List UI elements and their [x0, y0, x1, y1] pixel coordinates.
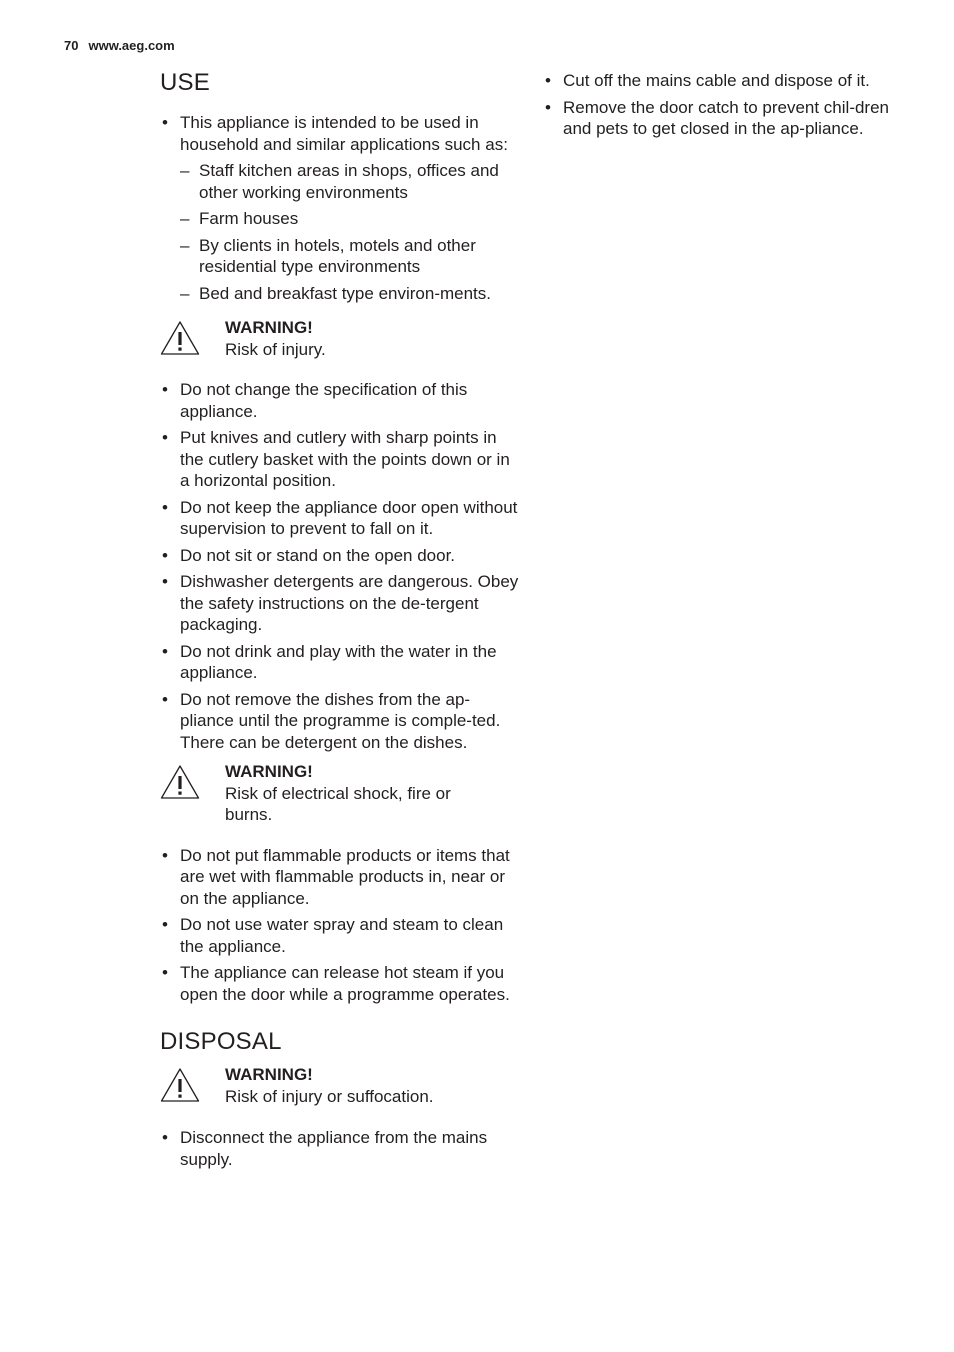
warning-box-electrical — [160, 761, 520, 826]
use-list-2 — [160, 845, 520, 1006]
list-item: • Dishwasher detergents are dangerous. Obey the safety instructions on the de-tergent packaging. — [160, 571, 520, 636]
warning-triangle-icon — [160, 1067, 200, 1103]
sub-list-item: – Bed and breakfast type environ-ments. — [180, 283, 520, 305]
list-item: • Cut off the mains cable and dispose of it. — [543, 70, 903, 92]
warning-triangle-icon — [160, 764, 200, 800]
list-item: • Disconnect the appliance from the mains supply. — [160, 1127, 520, 1170]
use-sub-list — [180, 160, 520, 304]
sub-list-item: – Farm houses — [180, 208, 520, 230]
disposal-heading: DISPOSAL — [160, 1028, 282, 1055]
list-item — [160, 112, 520, 304]
left-column — [160, 66, 520, 1175]
warning-title: WARNING! — [225, 1065, 313, 1084]
list-item: • Do not use water spray and steam to clean the appliance. — [160, 914, 520, 957]
page-header — [64, 38, 175, 53]
warning-text: Risk of injury. — [225, 339, 326, 359]
warning-box-suffocation — [160, 1064, 520, 1107]
warning-text: Risk of injury or suffocation. — [225, 1086, 434, 1106]
disposal-list-left — [160, 1127, 520, 1170]
list-item: • Do not remove the dishes from the ap-pliance until the programme is comple-ted. There can be detergent on the dishes. — [160, 689, 520, 754]
right-column — [543, 70, 903, 145]
warning-triangle-icon — [160, 320, 200, 356]
website-link[interactable]: www.aeg.com — [88, 38, 175, 53]
use-intro-list — [160, 112, 520, 304]
list-item: • Remove the door catch to prevent chil-dren and pets to get closed in the ap-pliance. — [543, 97, 903, 140]
page-number: 70 — [64, 38, 79, 53]
sub-list-item: – Staff kitchen areas in shops, offices and other working environments — [180, 160, 520, 203]
list-item: • Do not put flammable products or items that are wet with flammable products in, near or on the appliance. — [160, 845, 520, 910]
warning-title: WARNING! — [225, 318, 313, 337]
list-item: • Do not sit or stand on the open door. — [160, 545, 520, 567]
list-item: • Put knives and cutlery with sharp points in the cutlery basket with the points down or in a horizontal position. — [160, 427, 520, 492]
use-list-1 — [160, 379, 520, 753]
warning-title: WARNING! — [225, 762, 313, 781]
warning-box-injury — [160, 317, 520, 360]
warning-text: Risk of electrical shock, fire or burns. — [225, 783, 451, 824]
sub-list-item: – By clients in hotels, motels and other residential type environments — [180, 235, 520, 278]
list-item: • Do not keep the appliance door open without supervision to prevent to fall on it. — [160, 497, 520, 540]
list-item: • The appliance can release hot steam if you open the door while a programme operates. — [160, 962, 520, 1005]
list-item: • Do not drink and play with the water in the appliance. — [160, 641, 520, 684]
use-heading: USE — [160, 69, 210, 96]
list-item: • Do not change the specification of this appliance. — [160, 379, 520, 422]
use-intro-text: This appliance is intended to be used in household and similar applications such as: — [180, 113, 508, 154]
disposal-list-right — [543, 70, 903, 140]
